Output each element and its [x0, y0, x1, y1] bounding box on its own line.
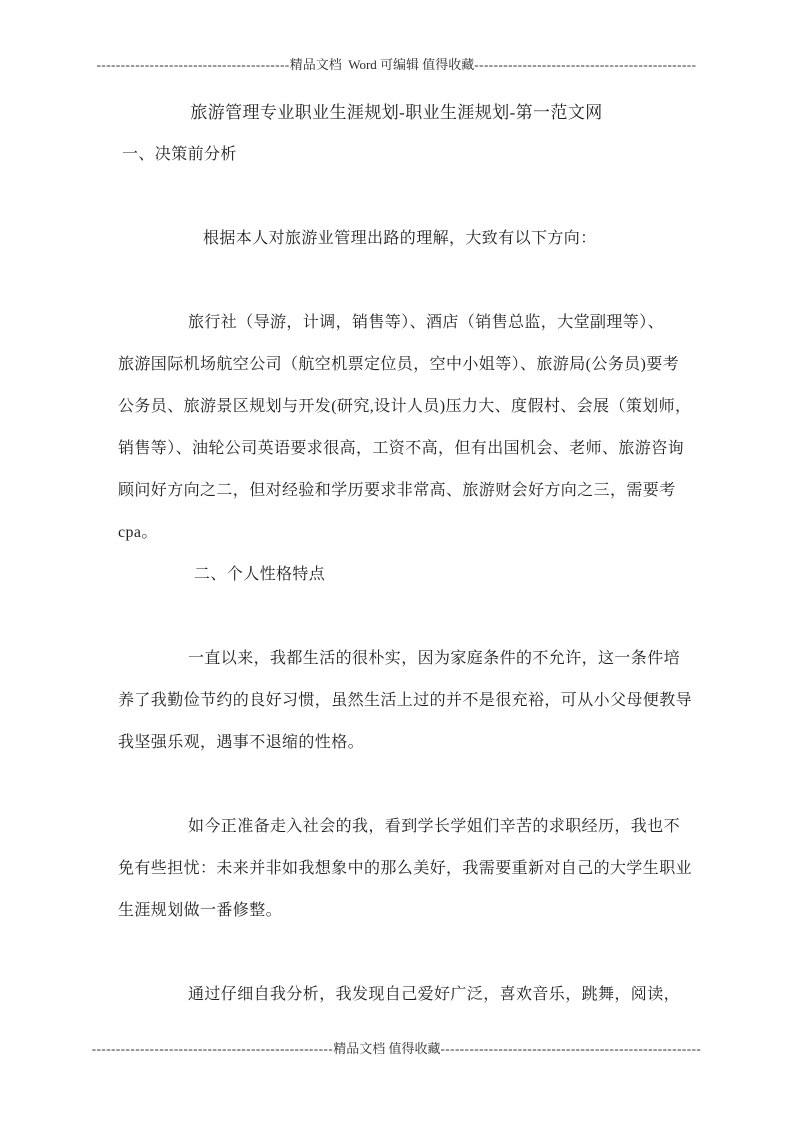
text-line: 旅行社（导游，计调，销售等）、酒店（销售总监，大堂副理等）、: [188, 314, 665, 331]
section-heading-2: 二、个人性格特点: [194, 566, 326, 583]
text-line: 生涯规划做一番修整。: [118, 902, 283, 919]
page-footer-watermark: [0, 1041, 793, 1057]
header-watermark-text: 精品文档 Word 可编辑 值得收藏: [289, 57, 475, 72]
footer-watermark-text: 精品文档 值得收藏: [333, 1041, 441, 1056]
text-line: 顾问好方向之二，但对经验和学历要求非常高、旅游财会好方向之三，需要考: [118, 482, 676, 499]
text-line: 公务员、旅游景区规划与开发(研究,设计人员)压力大、度假村、会展（策划师，: [118, 398, 692, 415]
text-line: 养了我勤俭节约的良好习惯，虽然生活上过的并不是很充裕，可从小父母便教导: [118, 692, 693, 709]
page-header-watermark: [0, 57, 793, 73]
text-line: 一直以来，我都生活的很朴实，因为家庭条件的不允许，这一条件培: [188, 650, 681, 667]
header-dashes-right: ----------------------------------------------: [474, 57, 697, 72]
text-line: 销售等）、油轮公司英语要求很高，工资不高，但有出国机会、老师、旅游咨询: [118, 440, 685, 457]
text-line: 免有些担忧：未来并非如我想象中的那么美好，我需要重新对自己的大学生职业: [118, 860, 693, 877]
text-line: cpa。: [118, 524, 158, 541]
intro-line: 根据本人对旅游业管理出路的理解，大致有以下方向：: [203, 230, 597, 247]
footer-dashes-right: ------------------------------------------------------: [440, 1041, 702, 1056]
doc-title: 旅游管理专业职业生涯规划-职业生涯规划-第一范文网: [190, 103, 603, 122]
footer-dashes-left: --------------------------------------------------: [91, 1041, 334, 1056]
text-line: 我坚强乐观，遇事不退缩的性格。: [118, 734, 365, 751]
section-heading-1: 一、决策前分析: [122, 146, 237, 163]
text-line: 旅游国际机场航空公司（航空机票定位员，空中小姐等）、旅游局(公务员)要考: [118, 356, 680, 373]
text-line: 通过仔细自我分析，我发现自己爱好广泛，喜欢音乐，跳舞，阅读，: [188, 986, 681, 1003]
text-line: 如今正准备走入社会的我，看到学长学姐们辛苦的求职经历，我也不: [188, 818, 681, 835]
header-dashes-left: ----------------------------------------: [96, 57, 290, 72]
document-body: [118, 92, 693, 1016]
